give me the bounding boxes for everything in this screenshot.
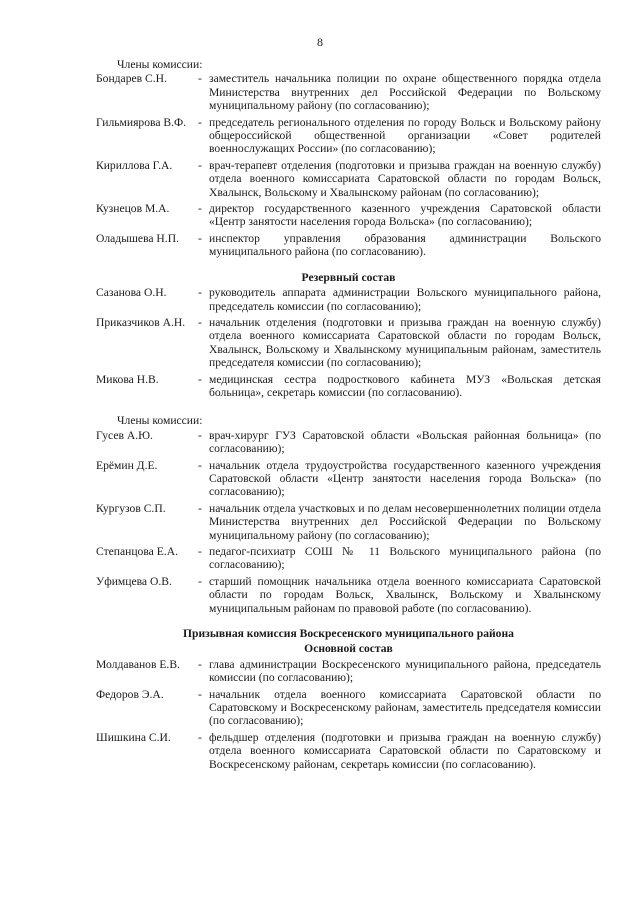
member-entry xyxy=(96,373,601,400)
document-body xyxy=(96,58,601,774)
member-role: начальник отдела военного комиссариата Саратовской области по Саратовскому и Воскресенскому районам, заместитель председателя комиссии (по согласованию); xyxy=(209,687,601,728)
member-dash: - xyxy=(198,687,202,701)
members-heading-2: Члены комиссии: xyxy=(117,414,203,428)
member-role: врач-хирург ГУЗ Саратовской области «Вольская районная больница» (по согласованию); xyxy=(209,428,601,456)
member-name: Гильмиярова В.Ф. xyxy=(96,115,187,129)
member-name: Степанцова Е.А. xyxy=(96,545,178,558)
member-dash: - xyxy=(198,730,202,744)
member-entry xyxy=(96,731,601,771)
member-entry xyxy=(96,116,601,156)
member-dash: - xyxy=(198,545,202,558)
member-entry xyxy=(96,459,601,499)
member-entry xyxy=(96,72,601,112)
member-name: Оладышева Н.П. xyxy=(96,231,179,245)
member-dash: - xyxy=(198,115,202,129)
members-heading-1: Члены комиссии: xyxy=(117,58,203,71)
member-name: Гусев А.Ю. xyxy=(96,428,153,442)
member-dash: - xyxy=(198,458,202,472)
member-role: начальник отдела участковых и по делам несовершеннолетних полиции отдела Министерства внутренних дел Российской Федерации по Вольскому муниципальному району (по согласованию); xyxy=(209,501,601,542)
member-name: Кириллова Г.А. xyxy=(96,158,173,172)
members-list-2 xyxy=(96,429,601,615)
member-role: директор государственного казенного учреждения Саратовской области «Центр занятости населения города Вольска» (по согласованию); xyxy=(209,202,601,229)
member-role: начальник отдела трудоустройства государственного казенного учреждения Саратовской области «Центр занятости населения города Вольска» (по согласованию); xyxy=(209,458,601,499)
member-role: председатель регионального отделения по городу Вольск и Вольскому району общероссийской общественной организации «Совет родителей военнослужащих России» (по согласованию); xyxy=(209,115,601,156)
member-entry xyxy=(96,658,601,685)
member-dash: - xyxy=(198,428,202,442)
member-entry xyxy=(96,575,601,615)
page-number: 8 xyxy=(317,35,323,49)
member-dash: - xyxy=(198,574,202,588)
member-role: фельдшер отделения (подготовки и призыва граждан на военную службу) отдела военного комиссариата Саратовской области по Саратовскому и Воскресенскому районам, секретарь комиссии (по согласованию). xyxy=(209,730,601,771)
member-name: Шишкина С.И. xyxy=(96,730,171,744)
member-dash: - xyxy=(198,372,202,386)
member-name: Федоров Э.А. xyxy=(96,687,164,701)
member-name: Уфимцева О.В. xyxy=(96,574,172,588)
commission-title: Призывная комиссия Воскресенского муниципального района xyxy=(183,627,514,641)
member-name: Ерёмин Д.Е. xyxy=(96,458,158,472)
member-entry xyxy=(96,429,601,456)
voskresensky-list xyxy=(96,658,601,771)
reserve-list xyxy=(96,286,601,399)
member-name: Молдаванов Е.В. xyxy=(96,657,180,671)
member-name: Приказчиков А.Н. xyxy=(96,315,186,329)
main-composition-title: Основной состав xyxy=(304,642,393,656)
member-role: медицинская сестра подросткового кабинета МУЗ «Вольская детская больница», секретарь комиссии (по согласованию). xyxy=(209,372,601,399)
member-entry xyxy=(96,688,601,728)
member-dash: - xyxy=(198,315,202,329)
member-role: инспектор управления образования администрации Вольского муниципального района (по согласованию). xyxy=(209,231,601,259)
member-role: старший помощник начальника отдела военного комиссариата Саратовской области по городам Вольск, Хвалынск, Вольскому и Хвалынскому муниципальным районам по правовой работе (по согласованию). xyxy=(209,574,601,615)
member-entry xyxy=(96,316,601,370)
member-entry xyxy=(96,502,601,542)
member-name: Кузнецов М.А. xyxy=(96,202,170,216)
member-name: Микова Н.В. xyxy=(96,372,159,386)
member-dash: - xyxy=(198,158,202,172)
member-role: начальник отделения (подготовки и призыва граждан на военную службу) отдела военного комиссариата Саратовской области по городам Вольск, Хвалынск, Вольскому и Хвалынскому муниципальным районам, заместитель председателя комиссии (по согласованию); xyxy=(209,315,601,370)
member-dash: - xyxy=(198,72,202,86)
member-role: педагог-психиатр СОШ № 11 Вольского муниципального района (по согласованию); xyxy=(209,545,601,572)
member-dash: - xyxy=(198,202,202,216)
member-entry xyxy=(96,159,601,199)
member-dash: - xyxy=(198,657,202,671)
member-entry xyxy=(96,545,601,572)
member-entry xyxy=(96,202,601,229)
member-entry xyxy=(96,232,601,259)
member-role: заместитель начальника полиции по охране общественного порядка отдела Министерства внутренних дел Российской Федерации по Вольскому муниципальному району (по согласованию); xyxy=(209,72,601,113)
member-role: врач-терапевт отделения (подготовки и призыва граждан на военную службу) отдела военного комиссариата Саратовской области по городам Вольск, Хвалынск, Вольскому и Хвалынскому районам (по согласованию); xyxy=(209,158,601,199)
member-role: глава администрации Воскресенского муниципального района, председатель комиссии (по согласованию); xyxy=(209,657,601,685)
member-entry xyxy=(96,286,601,313)
member-name: Бондарев С.Н. xyxy=(96,72,167,86)
member-role: руководитель аппарата администрации Вольского муниципального района, председатель комиссии (по согласованию); xyxy=(209,286,601,313)
member-name: Сазанова О.Н. xyxy=(96,286,167,300)
members-list-1 xyxy=(96,72,601,258)
member-dash: - xyxy=(198,286,202,300)
member-dash: - xyxy=(198,231,202,245)
member-name: Кургузов С.П. xyxy=(96,501,166,515)
reserve-section-title: Резервный состав xyxy=(301,270,396,284)
member-dash: - xyxy=(198,501,202,515)
